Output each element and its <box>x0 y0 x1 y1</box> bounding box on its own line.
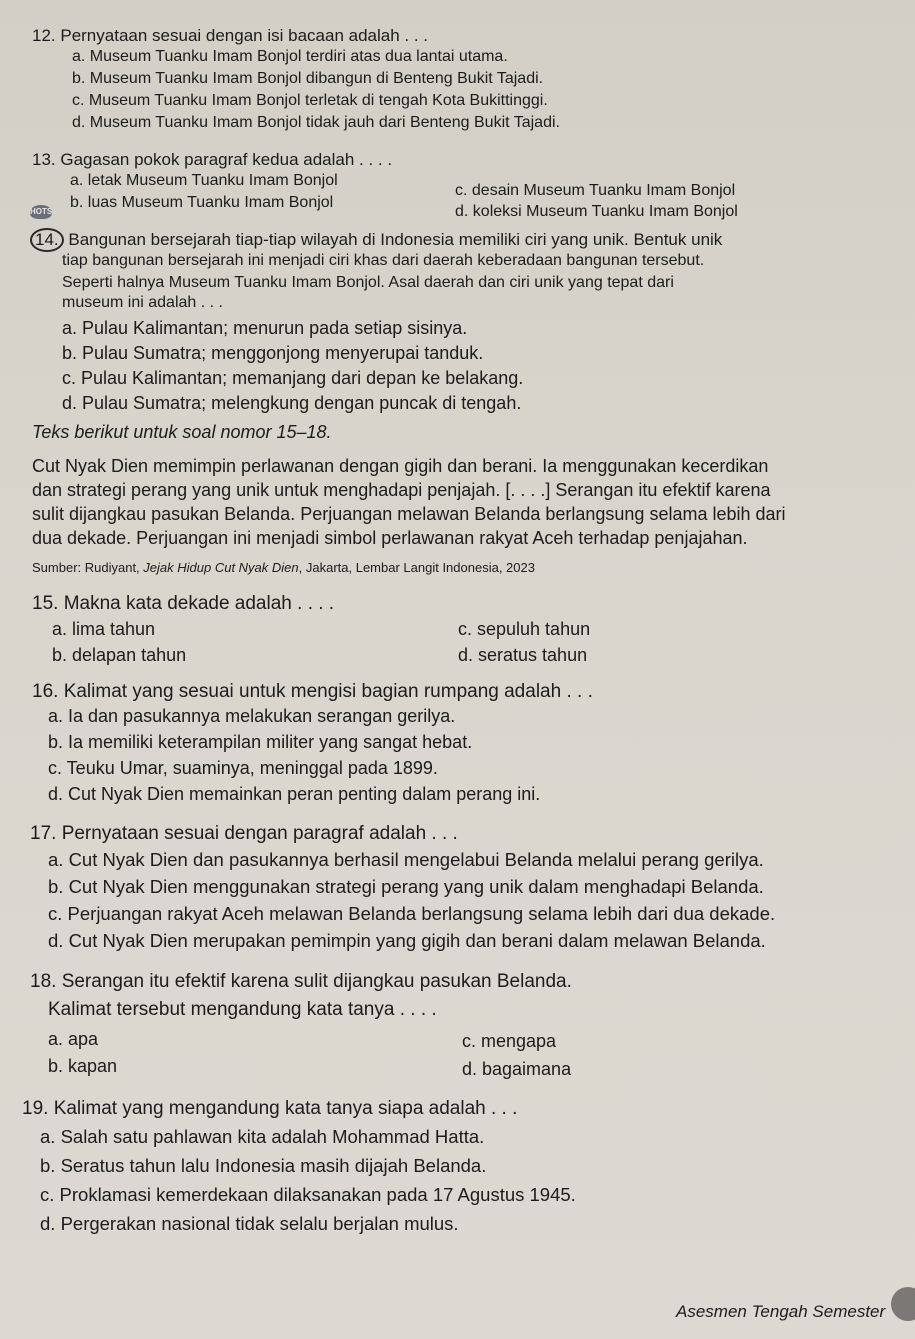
reading-line3: sulit dijangkau pasukan Belanda. Perjuangan melawan Belanda berlangsung selama lebih dari <box>32 504 786 524</box>
q19-option-c: c. Proklamasi kemerdekaan dilaksanakan pada 17 Agustus 1945. <box>40 1184 576 1205</box>
q14-stem-text1: Bangunan bersejarah tiap-tiap wilayah di Indonesia memiliki ciri yang unik. Bentuk unik <box>68 230 723 249</box>
q18-option-a: a. apa <box>48 1029 99 1049</box>
q14-option-c: c. Pulau Kalimantan; memanjang dari depan ke belakang. <box>62 368 524 388</box>
q14-option-d: d. Pulau Sumatra; melengkung dengan puncak di tengah. <box>62 393 522 413</box>
q13-option-d: d. koleksi Museum Tuanku Imam Bonjol <box>455 203 738 220</box>
page-corner-shadow <box>891 1287 915 1321</box>
q14-number-circle: 14. <box>30 228 64 252</box>
q14-stem-line2: tiap bangunan bersejarah ini menjadi ciri khas dari daerah keberadaan bangunan tersebut. <box>62 252 705 269</box>
q18-option-d: d. bagaimana <box>462 1059 572 1079</box>
q16-option-c: c. Teuku Umar, suaminya, meninggal pada 1899. <box>48 758 438 778</box>
q18-option-c: c. mengapa <box>462 1031 557 1051</box>
reading-source <box>32 560 535 575</box>
q19-option-d: d. Pergerakan nasional tidak selalu berjalan mulus. <box>40 1213 459 1234</box>
q15-option-a: a. lima tahun <box>52 619 156 639</box>
q15-option-c: c. sepuluh tahun <box>458 619 591 639</box>
q19-option-b: b. Seratus tahun lalu Indonesia masih dijajah Belanda. <box>40 1155 487 1176</box>
q15-stem: 15. Makna kata dekade adalah . . . . <box>32 593 335 614</box>
page-footer: Asesmen Tengah Semester <box>676 1302 886 1321</box>
q13-stem: 13. Gagasan pokok paragraf kedua adalah . . . . <box>32 150 393 169</box>
q14-option-a: a. Pulau Kalimantan; menurun pada setiap sisinya. <box>62 318 468 338</box>
q18-stem-line1: 18. Serangan itu efektif karena sulit dijangkau pasukan Belanda. <box>30 971 572 992</box>
q13-option-a: a. letak Museum Tuanku Imam Bonjol <box>70 172 338 189</box>
q13-option-b: b. luas Museum Tuanku Imam Bonjol <box>70 194 334 211</box>
q14-stem-line3: Seperti halnya Museum Tuanku Imam Bonjol. Asal daerah dan ciri unik yang tepat dari <box>62 274 674 291</box>
q12-option-a: a. Museum Tuanku Imam Bonjol terdiri atas dua lantai utama. <box>72 48 508 65</box>
q16-stem: 16. Kalimat yang sesuai untuk mengisi bagian rumpang adalah . . . <box>32 681 593 702</box>
q14-option-b: b. Pulau Sumatra; menggonjong menyerupai tanduk. <box>62 343 484 363</box>
q12-stem: 12. Pernyataan sesuai dengan isi bacaan adalah . . . <box>32 26 429 45</box>
hots-badge: HOTS <box>30 205 52 219</box>
q17-option-d: d. Cut Nyak Dien merupakan pemimpin yang gigih dan berani dalam melawan Belanda. <box>48 930 766 951</box>
q18-stem-line2: Kalimat tersebut mengandung kata tanya . . . . <box>48 999 437 1020</box>
q12-option-c: c. Museum Tuanku Imam Bonjol terletak di tengah Kota Bukittinggi. <box>72 92 548 109</box>
q12-option-b: b. Museum Tuanku Imam Bonjol dibangun di Benteng Bukit Tajadi. <box>72 70 544 87</box>
source-prefix: Sumber: Rudiyant, <box>32 560 144 575</box>
q12-option-d: d. Museum Tuanku Imam Bonjol tidak jauh dari Benteng Bukit Tajadi. <box>72 114 560 131</box>
q15-option-d: d. seratus tahun <box>458 645 588 665</box>
q19-option-a: a. Salah satu pahlawan kita adalah Mohammad Hatta. <box>40 1126 485 1147</box>
reading-intro: Teks berikut untuk soal nomor 15–18. <box>32 422 332 442</box>
q17-option-c: c. Perjuangan rakyat Aceh melawan Belanda berlangsung selama lebih dari dua dekade. <box>48 903 776 924</box>
source-title: Jejak Hidup Cut Nyak Dien <box>143 560 299 575</box>
q16-option-d: d. Cut Nyak Dien memainkan peran penting dalam perang ini. <box>48 784 541 804</box>
q17-option-b: b. Cut Nyak Dien menggunakan strategi perang yang unik dalam menghadapi Belanda. <box>48 876 764 897</box>
source-suffix: , Jakarta, Lembar Langit Indonesia, 2023 <box>298 560 535 575</box>
q17-option-a: a. Cut Nyak Dien dan pasukannya berhasil mengelabui Belanda melalui perang gerilya. <box>48 849 764 870</box>
reading-line4: dua dekade. Perjuangan ini menjadi simbol perlawanan rakyat Aceh terhadap penjajahan. <box>32 528 748 548</box>
q16-option-a: a. Ia dan pasukannya melakukan serangan gerilya. <box>48 706 456 726</box>
q16-option-b: b. Ia memiliki keterampilan militer yang sangat hebat. <box>48 732 473 752</box>
q13-option-c: c. desain Museum Tuanku Imam Bonjol <box>455 182 736 199</box>
reading-line1: Cut Nyak Dien memimpin perlawanan dengan gigih dan berani. Ia menggunakan kecerdikan <box>32 456 769 476</box>
reading-line2: dan strategi perang yang unik untuk menghadapi penjajah. [. . . .] Serangan itu efektif karena <box>32 480 771 500</box>
q17-stem: 17. Pernyataan sesuai dengan paragraf adalah . . . <box>30 823 458 844</box>
q15-option-b: b. delapan tahun <box>52 645 187 665</box>
q14-stem-line1 <box>30 228 722 252</box>
q18-option-b: b. kapan <box>48 1056 118 1076</box>
q14-stem-line4: museum ini adalah . . . <box>62 294 223 311</box>
q19-stem: 19. Kalimat yang mengandung kata tanya siapa adalah . . . <box>22 1098 518 1119</box>
